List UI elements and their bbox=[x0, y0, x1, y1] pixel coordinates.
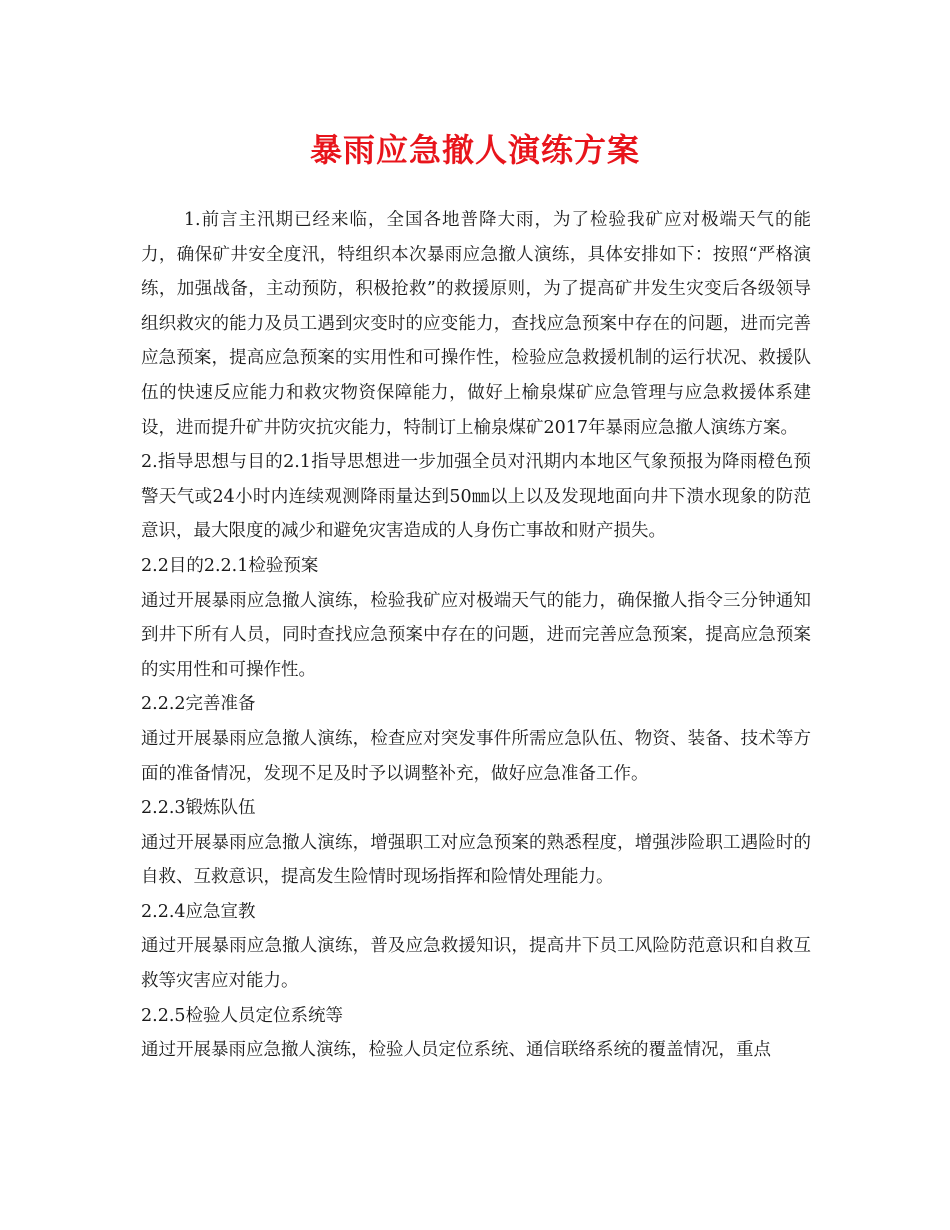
section-heading: 2.2目的2.2.1检验预案 bbox=[141, 555, 319, 576]
document-title: 暴雨应急撤人演练方案 bbox=[309, 131, 640, 169]
paragraph-education: 通过开展暴雨应急撤人演练，普及应急救援知识，提高井下员工风险防范意识和自救互救等灾害应对能力。 bbox=[141, 936, 811, 992]
section-heading: 2.2.2完善准备 bbox=[141, 694, 256, 715]
section-heading: 2.2.5检验人员定位系统等 bbox=[141, 1005, 344, 1026]
paragraph-preface: 1.前言主汛期已经来临，全国各地普降大雨，为了检验我矿应对极端天气的能力，确保矿井安全度汛，特组织本次暴雨应急撤人演练，具体安排如下：按照“严格演练，加强战备，主动预防，积极抢救”的救援原则，为了提高矿井发生灾变后各级领导组织救灾的能力及员工遇到灾变时的应变能力，查找应急预案中存在的问题，进而完善应急预案，提高应急预案的实用性和可操作性，检验应急救援机制的运行状况、救援队伍的快速反应能力和救灾物资保障能力，做好上榆泉煤矿应急管理与应急救援体系建设，进而提升矿井防灾抗灾能力，特制订上榆泉煤矿2017年暴雨应急撤人演练方案。 bbox=[141, 210, 811, 438]
paragraph-guiding-thought: 2.指导思想与目的2.1指导思想进一步加强全员对汛期内本地区气象预报为降雨橙色预警天气或24小时内连续观测降雨量达到50㎜以上以及发现地面向井下溃水现象的防范意识，最大限度的减少和避免灾害造成的人身伤亡事故和财产损失。 bbox=[141, 452, 811, 542]
paragraph-check-plan: 通过开展暴雨应急撤人演练，检验我矿应对极端天气的能力，确保撤人指令三分钟通知到井下所有人员，同时查找应急预案中存在的问题，进而完善应急预案，提高应急预案的实用性和可操作性。 bbox=[141, 590, 811, 680]
section-heading: 2.2.3锻炼队伍 bbox=[141, 798, 256, 819]
paragraph-positioning-system: 通过开展暴雨应急撤人演练，检验人员定位系统、通信联络系统的覆盖情况，重点 bbox=[141, 1040, 771, 1061]
section-heading: 2.2.4应急宣教 bbox=[141, 901, 256, 922]
document-body bbox=[141, 203, 811, 1068]
paragraph-team-training: 通过开展暴雨应急撤人演练，增强职工对应急预案的熟悉程度，增强涉险职工遇险时的自救、互救意识，提高发生险情时现场指挥和险情处理能力。 bbox=[141, 832, 811, 888]
paragraph-preparation: 通过开展暴雨应急撤人演练，检查应对突发事件所需应急队伍、物资、装备、技术等方面的准备情况，发现不足及时予以调整补充，做好应急准备工作。 bbox=[141, 728, 811, 784]
